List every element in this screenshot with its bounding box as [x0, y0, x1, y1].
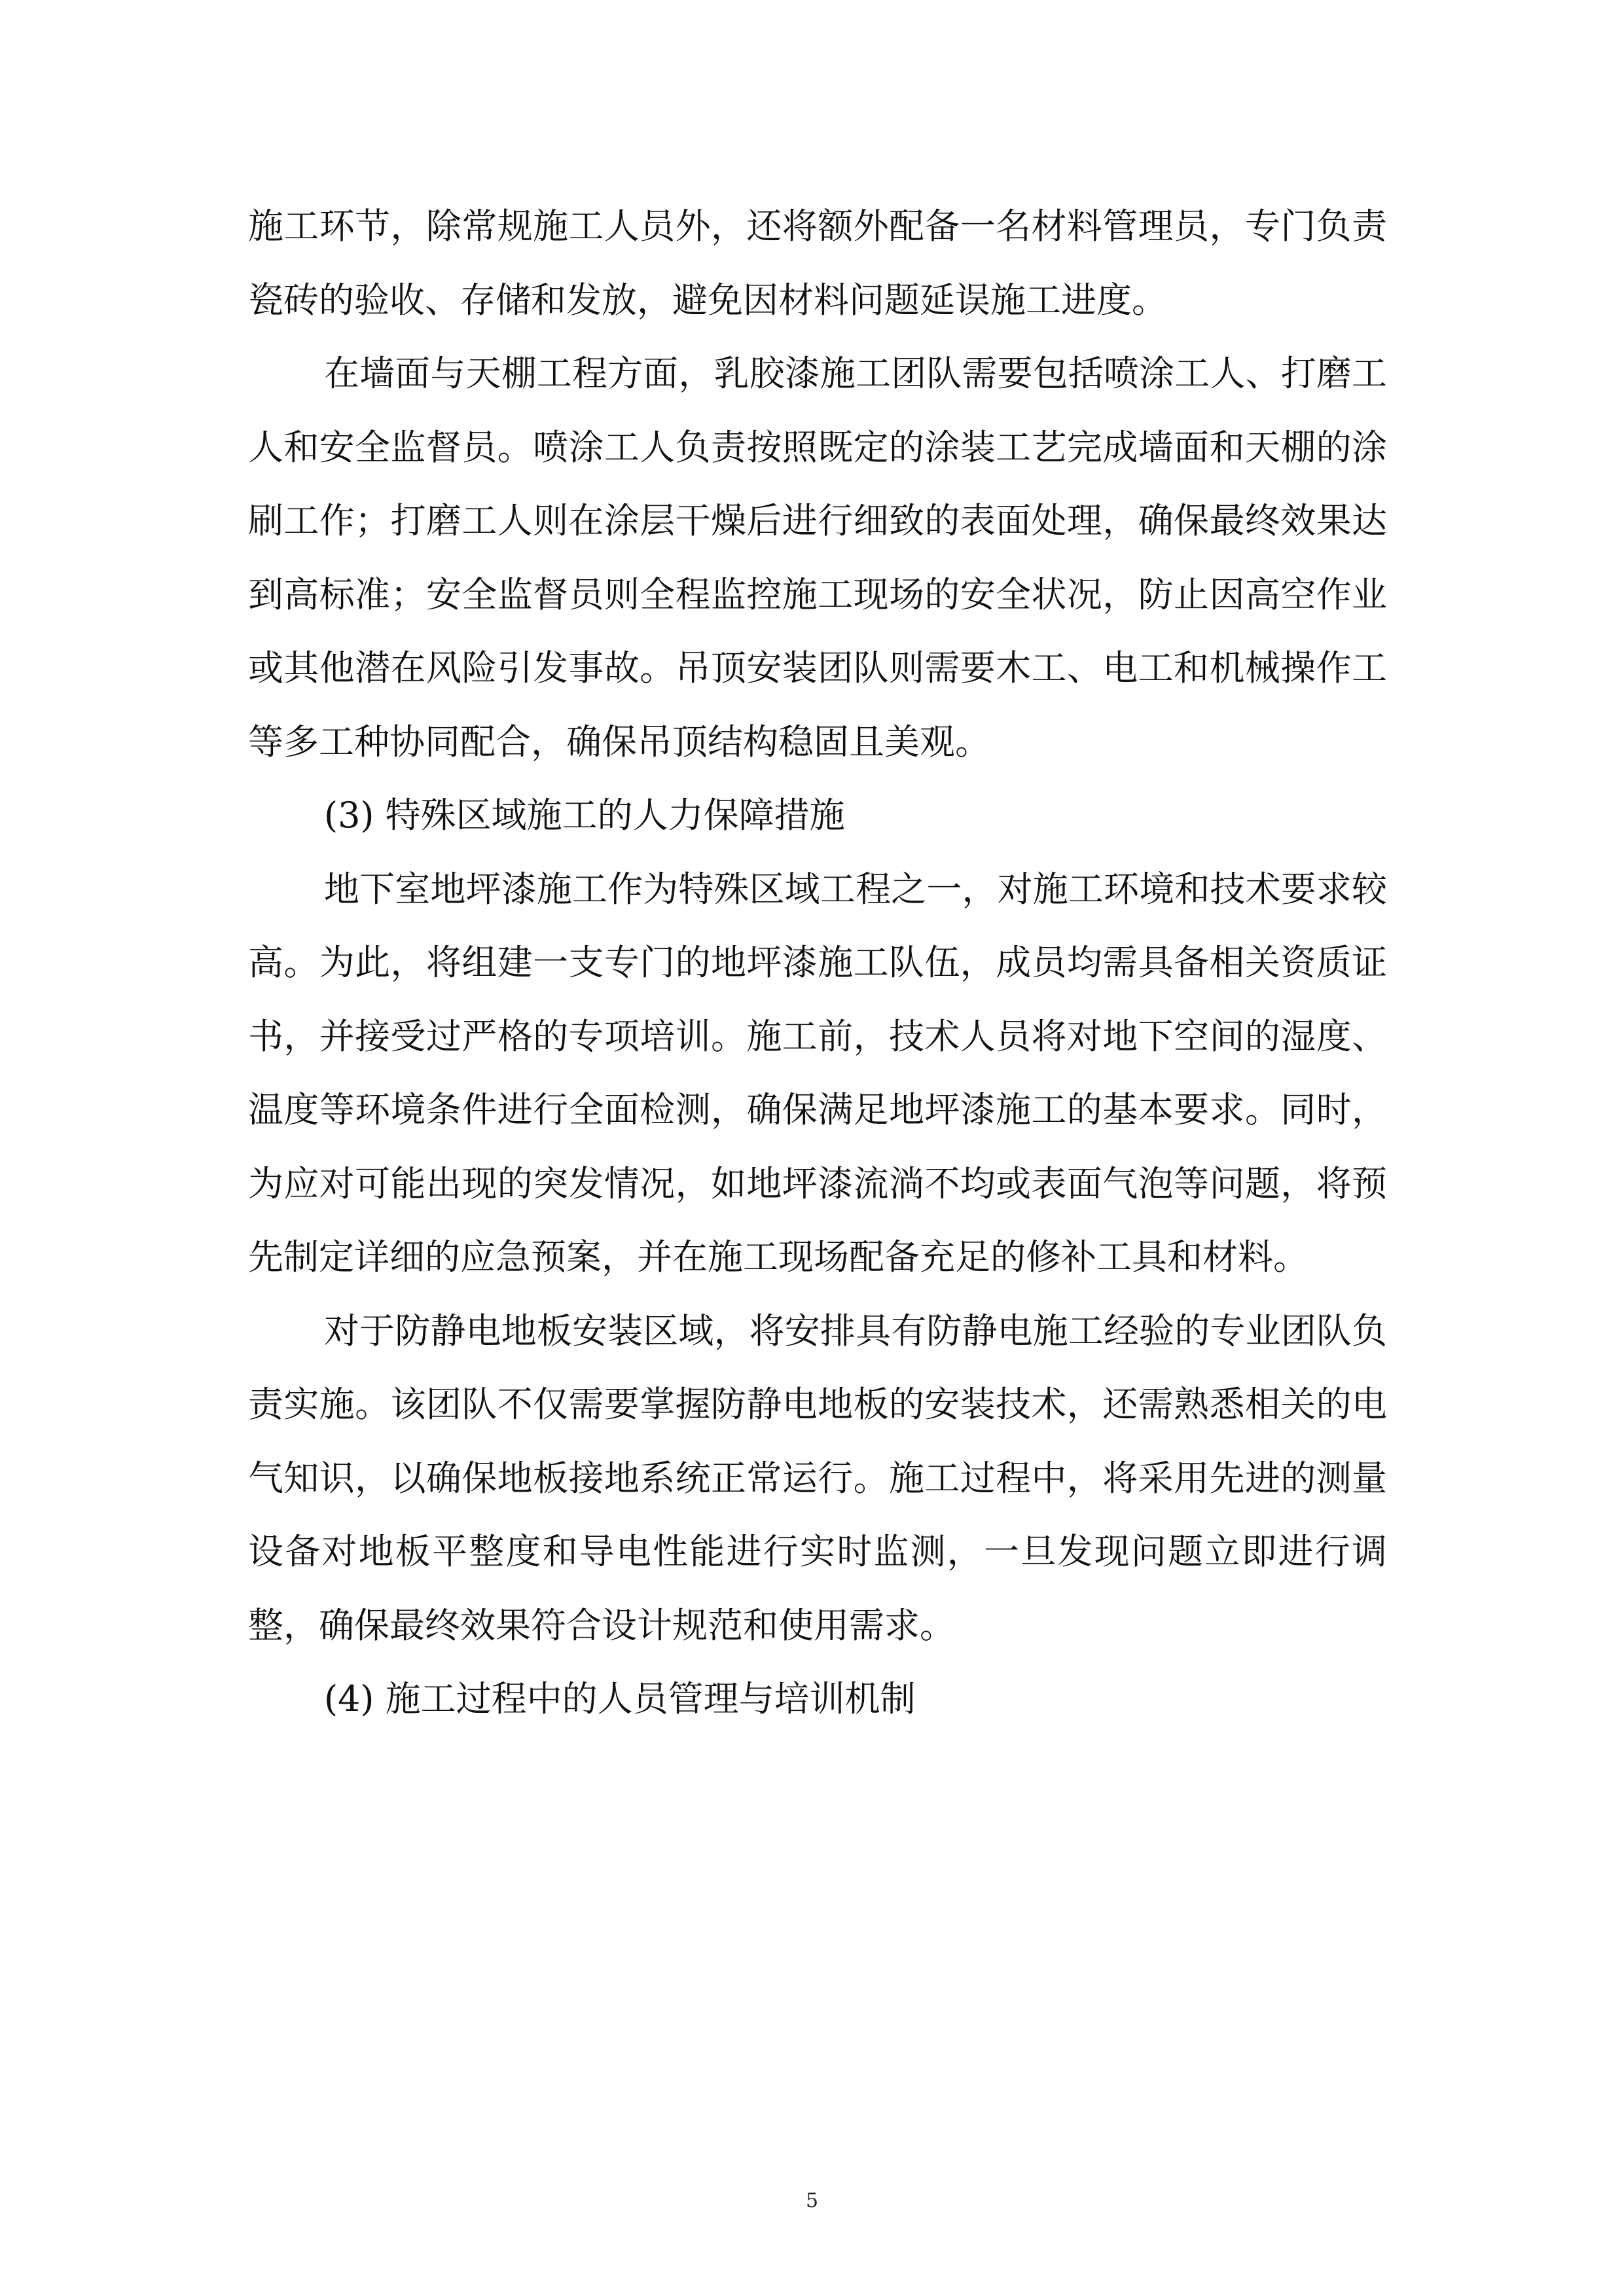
document-body: [248, 190, 1387, 1736]
paragraph-floor-paint: 地下室地坪漆施工作为特殊区域工程之一，对施工环境和技术要求较高。为此，将组建一支专门的地坪漆施工队伍，成员均需具备相关资质证书，并接受过严格的专项培训。施工前，技术人员将对地下空间的湿度、温度等环境条件进行全面检测，确保满足地坪漆施工的基本要求。同时，为应对可能出现的突发情况，如地坪漆流淌不均或表面气泡等问题，将预先制定详细的应急预案，并在施工现场配备充足的修补工具和材料。: [248, 868, 1387, 1278]
section-heading-personnel-training: (4) 施工过程中的人员管理与培训机制: [324, 1678, 916, 1719]
paragraph-wall-ceiling: 在墙面与天棚工程方面，乳胶漆施工团队需要包括喷涂工人、打磨工人和安全监督员。喷涂工人负责按照既定的涂装工艺完成墙面和天棚的涂刷工作；打磨工人则在涂层干燥后进行细致的表面处理，确保最终效果达到高标准；安全监督员则全程监控施工现场的安全状况，防止因高空作业或其他潜在风险引发事故。吊顶安装团队则需要木工、电工和机械操作工等多工种协同配合，确保吊顶结构稳固且美观。: [248, 353, 1387, 762]
page-number: 5: [805, 2189, 819, 2212]
paragraph-continuation: 施工环节，除常规施工人员外，还将额外配备一名材料管理员，专门负责瓷砖的验收、存储和发放，避免因材料问题延误施工进度。: [248, 206, 1387, 321]
paragraph-antistatic-floor: 对于防静电地板安装区域，将安排具有防静电施工经验的专业团队负责实施。该团队不仅需要掌握防静电地板的安装技术，还需熟悉相关的电气知识，以确保地板接地系统正常运行。施工过程中，将采用先进的测量设备对地板平整度和导电性能进行实时监测，一旦发现问题立即进行调整，确保最终效果符合设计规范和使用需求。: [248, 1310, 1387, 1646]
section-heading-special-areas: (3) 特殊区域施工的人力保障措施: [324, 795, 845, 836]
